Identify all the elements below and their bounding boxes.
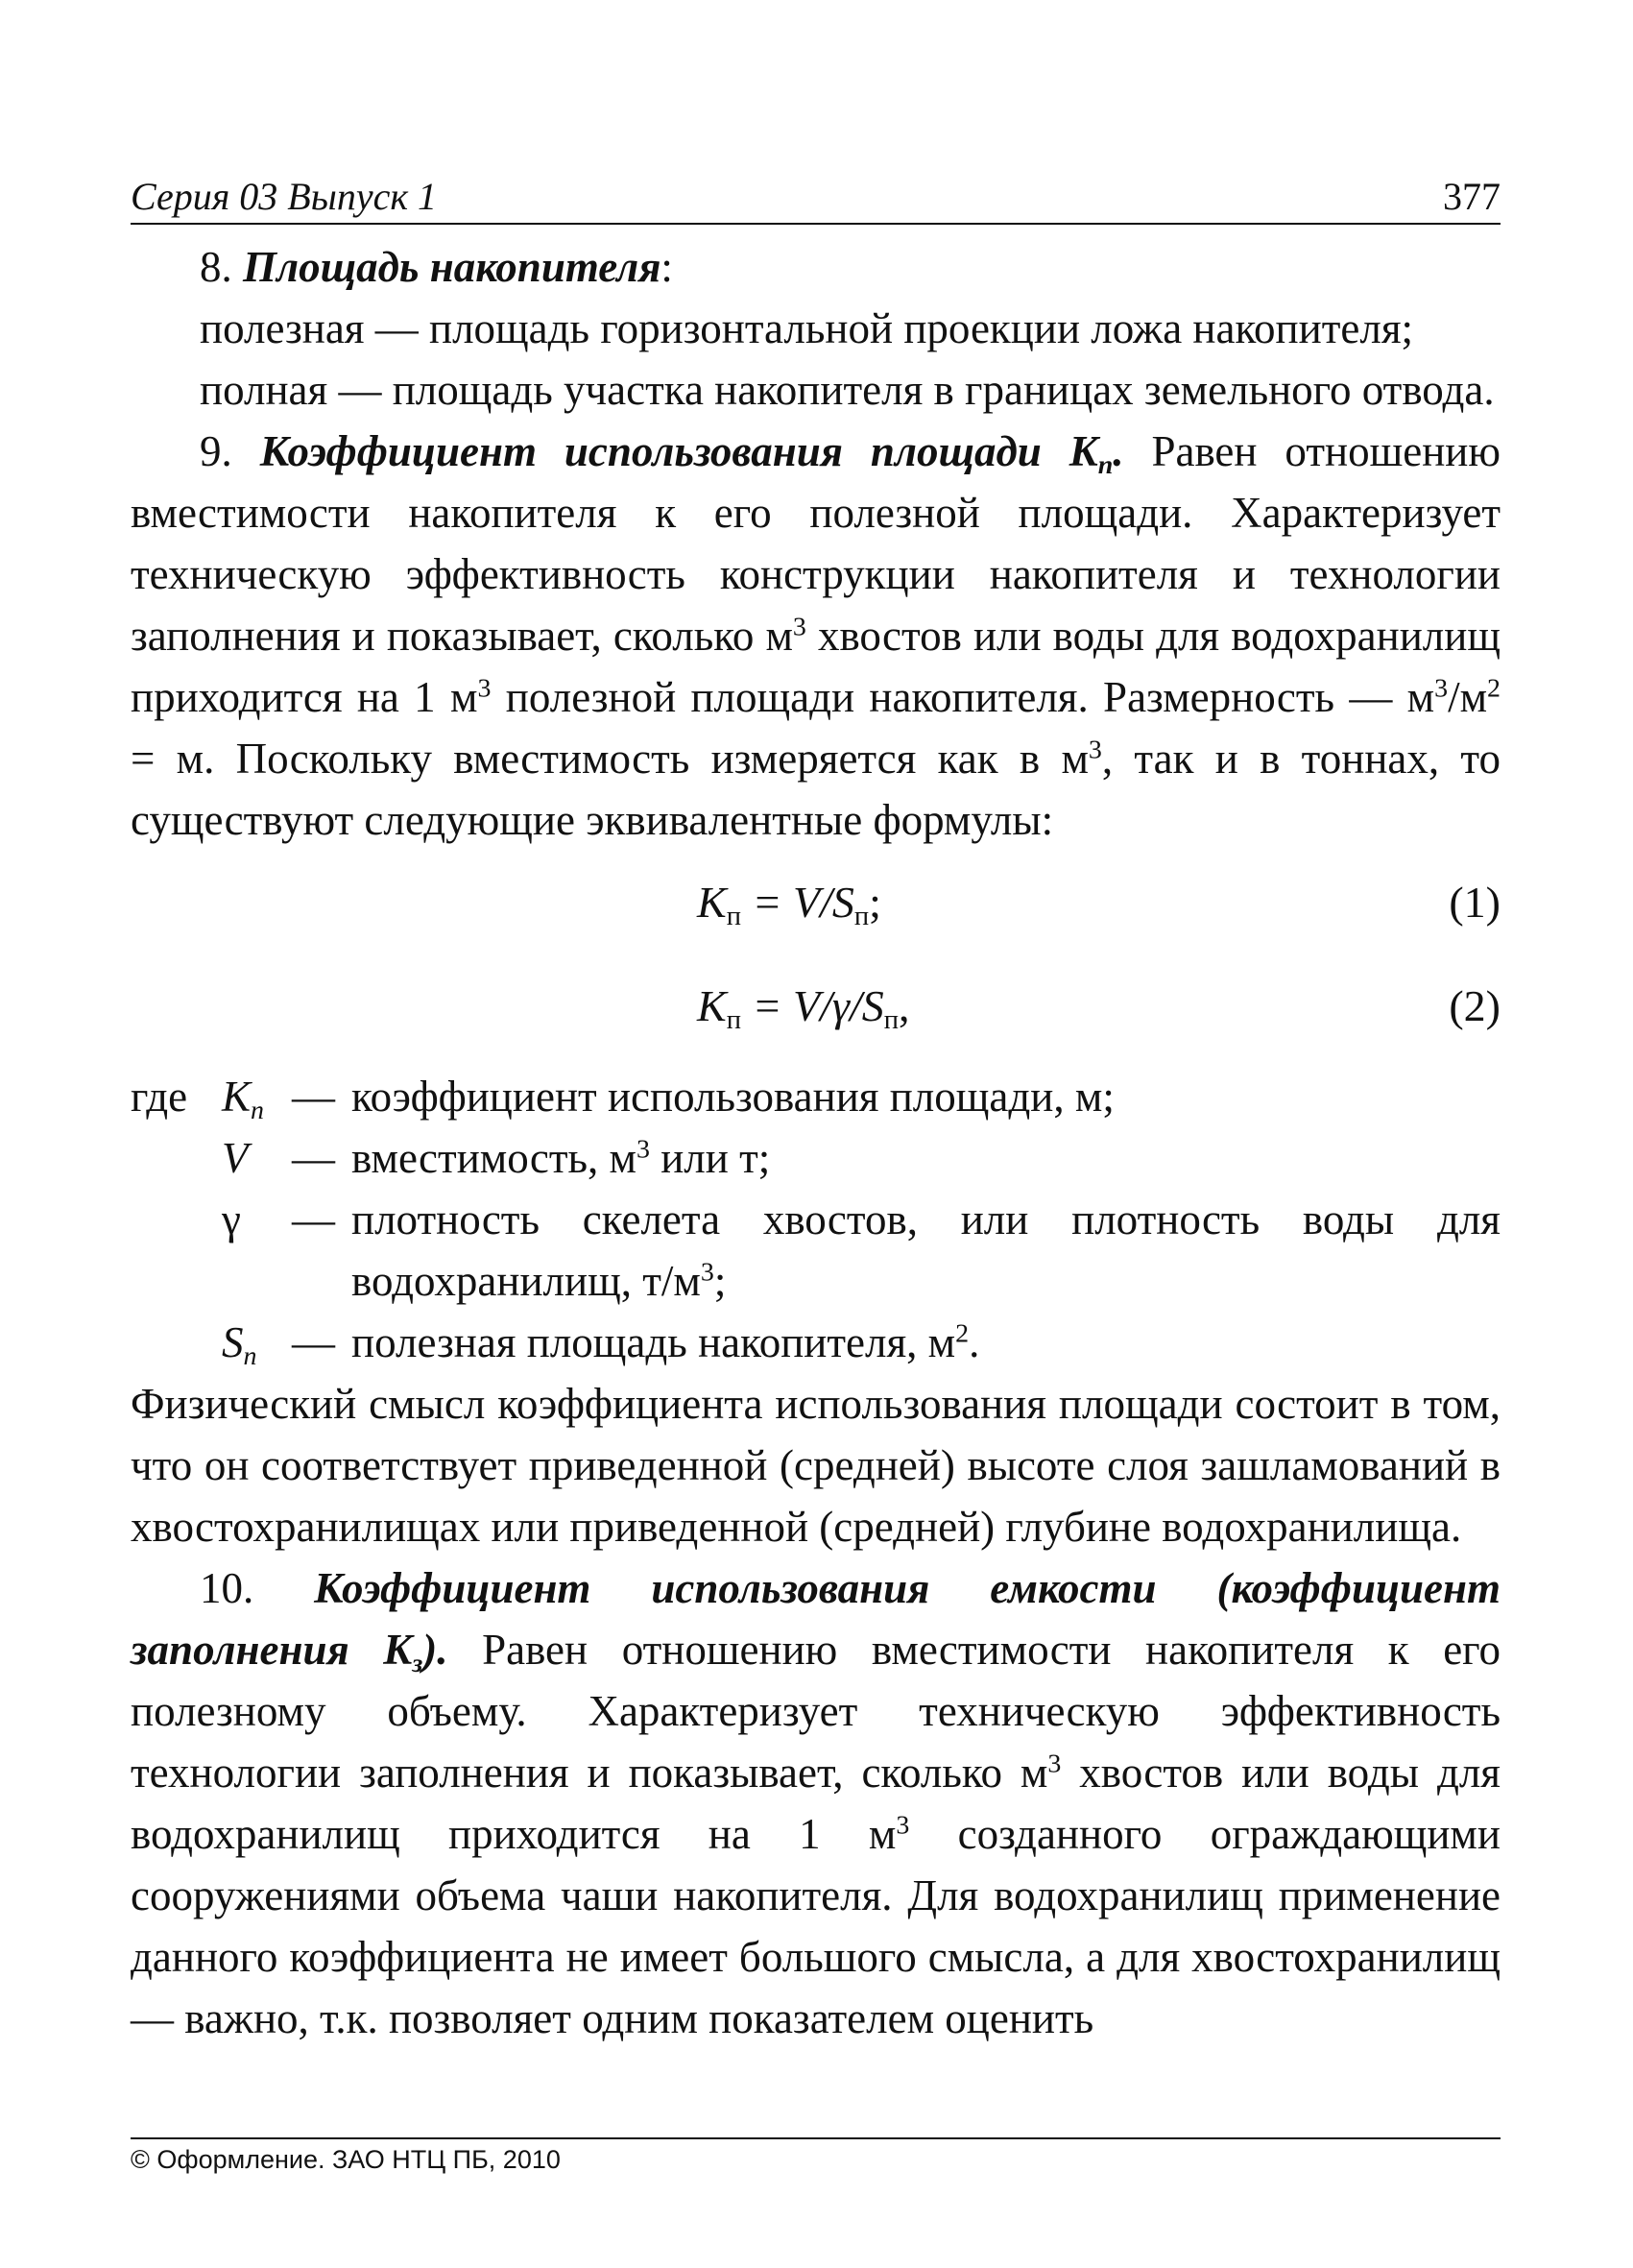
definition-s: $S_п$ — полезная площадь накопителя, $м^2$. — [131, 1312, 1501, 1373]
definition-gamma: γ — плотность скелета хвостов, или плотность воды для водохранилищ, $т/м^3$; — [131, 1189, 1501, 1312]
symbol: $S_п$ — [222, 1318, 257, 1371]
formula-2-expression: $K_п = V/\gamma/S_п$, — [697, 981, 910, 1035]
symbol: $K_п$ — [222, 1073, 264, 1125]
symbol: V — [222, 1134, 249, 1182]
definition-text: полезная площадь накопителя, $м^2$. — [351, 1318, 980, 1366]
formula-1 — [131, 851, 1501, 954]
formula-1-expression: $K_п = V/S_п$; — [697, 878, 881, 931]
section-9-paragraph: 9. Коэффициент использования площади $K_п$. Равен отношению вместимости накопителя к его полезной площади. Характеризует техническую эффективность конструкции накопителя и технологии заполнения и показывает, сколько $м^3$ хвостов или воды для водохранилищ приходится на 1 $м^3$ полезной площади накопителя. Размерность — $м^3/м^2 = м$. Поскольку вместимость измеряется как в $м^3$, так и в тоннах, то существуют следующие эквивалентные формулы: — [131, 427, 1501, 844]
formula-2-number: (2) — [1449, 981, 1501, 1030]
section-10-paragraph: 10. Коэффициент использования емкости (коэффициент заполнения $K_з$). Равен отношению вместимости накопителя к его полезному объему. Характеризует техническую эффективность технологии заполнения и показывает, сколько $м^3$ хвостов или воды для водохранилищ приходится на 1 $м^3$ созданного ограждающими сооружениями объема чаши накопителя. Для водохранилищ применение данного коэффициента не имеет большого смысла, а для хвостохранилищ — важно, т.к. позволяет одним показателем оценить — [131, 1564, 1501, 2042]
symbol: γ — [222, 1195, 241, 1243]
page-number: 377 — [1443, 175, 1501, 218]
page-body — [131, 236, 1501, 2049]
page-footer — [131, 2137, 1501, 2175]
formula-2 — [131, 954, 1501, 1058]
section-8-useful: полезная — площадь горизонтальной проекции ложа накопителя; — [200, 304, 1414, 352]
series-title: Серия 03 Выпуск 1 — [131, 175, 438, 218]
definition-text: вместимость, $м^3$ или т; — [351, 1134, 771, 1182]
physical-meaning-paragraph: Физический смысл коэффициента использования площади состоит в том, что он соответствует приведенной (средней) высоте слоя зашламований в хвостохранилищах или приведенной (средней) глубине водохранилища. — [131, 1380, 1501, 1551]
definition-text: плотность скелета хвостов, или плотность воды для водохранилищ, $т/м^3$; — [351, 1195, 1501, 1305]
definitions-list — [131, 1066, 1501, 1373]
copyright-text: © Оформление. ЗАО НТЦ ПБ, 2010 — [131, 2145, 561, 2174]
definition-text: коэффициент использования площади, м; — [351, 1073, 1115, 1121]
page-header — [131, 171, 1501, 225]
definition-v: V — вместимость, $м^3$ или т; — [131, 1127, 1501, 1189]
definition-k: где $K_п$ — коэффициент использования площади, м; — [131, 1066, 1501, 1127]
section-8-total: полная — площадь участка накопителя в границах земельного отвода. — [200, 366, 1495, 414]
definitions-lead: где — [131, 1073, 188, 1121]
section-8-heading: 8. Площадь накопителя: — [200, 243, 673, 291]
formula-1-number: (1) — [1449, 878, 1501, 927]
